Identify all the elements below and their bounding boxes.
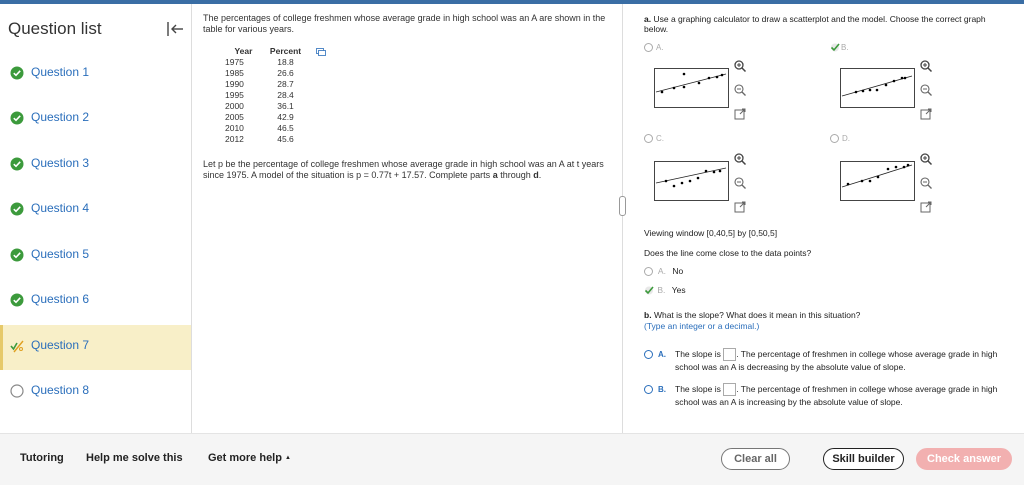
part-a-prefix: a. (644, 14, 652, 24)
unanswered-circle-icon (10, 384, 24, 398)
table-row (221, 90, 305, 101)
table-cell-year: 1995 (225, 90, 244, 100)
slope-input-a[interactable] (723, 348, 736, 361)
graph-option-a[interactable] (644, 43, 664, 52)
table-cell-percent: 28.7 (277, 79, 294, 89)
table-cell-year: 2005 (225, 112, 244, 122)
sidebar-item-label: Question 6 (31, 292, 90, 306)
sidebar-item-label: Question 7 (31, 338, 90, 352)
sidebar-header (0, 4, 192, 54)
zoom-out-icon[interactable] (733, 176, 747, 190)
slope-input-b[interactable] (723, 383, 736, 396)
expand-icon[interactable] (919, 107, 933, 121)
table-cell-percent: 45.6 (277, 134, 294, 144)
footer-bar (0, 433, 1024, 485)
table-row (221, 112, 305, 123)
sidebar-item-question-1[interactable] (0, 52, 191, 97)
zoom-in-icon[interactable] (919, 152, 933, 166)
check-complete-icon (10, 293, 24, 307)
part-b-text: What is the slope? What does it mean in this situation? (653, 310, 861, 320)
model-text-part: through (497, 170, 534, 180)
option-letter: A. (656, 43, 664, 52)
graph-option-a-plot (654, 68, 729, 108)
table-header-percent: Percent (269, 46, 302, 56)
slope-text-pre: The slope is (675, 349, 721, 359)
check-complete-icon (10, 248, 24, 262)
expand-icon[interactable] (919, 200, 933, 214)
sidebar-item-question-6[interactable] (0, 279, 191, 324)
answer-panel (644, 4, 1014, 433)
viewing-window-text: Viewing window [0,40,5] by [0,50,5] (644, 228, 778, 238)
line-close-question: Does the line come close to the data points? (644, 248, 812, 258)
sidebar-item-label: Question 4 (31, 201, 90, 215)
slope-choice-text (675, 348, 1010, 374)
radio-button[interactable] (644, 134, 653, 143)
choice-letter: B. (657, 285, 666, 295)
slope-text-pre: The slope is (675, 384, 721, 394)
partial-credit-icon (10, 339, 24, 353)
slope-text-post: . The percentage of freshmen in college whose average grade in high school was an A is decreasing by the absolute value of slope. (675, 349, 998, 373)
table-row (221, 123, 305, 134)
part-a-title (644, 14, 1004, 34)
part-b-hint: (Type an integer or a decimal.) (644, 321, 760, 331)
slope-text-post: . The percentage of freshmen in college whose average grade in high school was an A is increasing by the absolute value of slope. (675, 384, 998, 408)
part-a-text: Use a graphing calculator to draw a scatterplot and the model. Choose the correct graph below. (644, 14, 986, 34)
table-cell-percent: 46.5 (277, 123, 294, 133)
choice-letter: A. (657, 266, 666, 276)
check-complete-icon (10, 111, 24, 125)
sidebar-item-question-8[interactable] (0, 370, 191, 415)
check-answer-button[interactable]: Check answer (916, 448, 1012, 470)
table-cell-percent: 28.4 (277, 90, 294, 100)
radio-button[interactable] (644, 43, 653, 52)
sidebar-item-label: Question 3 (31, 156, 90, 170)
panel-resize-handle[interactable] (619, 196, 626, 216)
model-text-part: Let p be the percentage of college freshmen whose average grade in high school was an A at t years since 1975. A model of the situation is p = 0.77t + 17.57. Complete parts (203, 159, 604, 180)
zoom-in-icon[interactable] (733, 59, 747, 73)
zoom-in-icon[interactable] (919, 59, 933, 73)
question-model-text (203, 159, 613, 181)
question-panel (203, 4, 613, 433)
table-row (221, 57, 305, 68)
table-cell-year: 2000 (225, 101, 244, 111)
table-cell-percent: 18.8 (277, 57, 294, 67)
table-row (221, 134, 305, 145)
skill-builder-button[interactable]: Skill builder (823, 448, 904, 470)
get-more-help-label: Get more help (208, 452, 282, 464)
radio-button[interactable] (644, 350, 653, 359)
sidebar-title: Question list (8, 19, 102, 38)
expand-icon[interactable] (733, 200, 747, 214)
expand-icon[interactable] (733, 107, 747, 121)
zoom-out-icon[interactable] (919, 83, 933, 97)
zoom-out-icon[interactable] (919, 176, 933, 190)
sidebar-item-label: Question 1 (31, 65, 90, 79)
option-letter: C. (656, 134, 664, 143)
radio-button[interactable] (644, 267, 653, 276)
zoom-out-icon[interactable] (733, 83, 747, 97)
copy-table-icon[interactable] (316, 48, 326, 56)
table-row (221, 79, 305, 90)
table-cell-percent: 42.9 (277, 112, 294, 122)
collapse-sidebar-icon[interactable] (164, 18, 186, 40)
choice-label: Yes (671, 285, 686, 295)
sidebar-item-label: Question 2 (31, 110, 90, 124)
choice-letter: A. (658, 350, 666, 359)
sidebar-item-question-2[interactable] (0, 97, 191, 142)
part-b-prefix: b. (644, 310, 652, 320)
selected-check-icon (644, 286, 654, 295)
table-row (221, 68, 305, 79)
graph-option-b-plot (840, 68, 915, 108)
table-cell-percent: 26.6 (277, 68, 294, 78)
table-cell-year: 2010 (225, 123, 244, 133)
model-text-bold-a: a (492, 170, 498, 180)
tutoring-link[interactable]: Tutoring (20, 452, 64, 464)
graph-option-d[interactable] (830, 134, 850, 143)
sidebar-item-question-5[interactable] (0, 234, 191, 279)
data-table (221, 45, 305, 145)
panel-divider (622, 4, 623, 433)
table-cell-percent: 36.1 (277, 101, 294, 111)
table-cell-year: 1975 (225, 57, 244, 67)
table-cell-year: 1990 (225, 79, 244, 89)
check-complete-icon (10, 157, 24, 171)
choice-letter: B. (658, 385, 666, 394)
option-letter: D. (842, 134, 850, 143)
sidebar-item-label: Question 8 (31, 383, 90, 397)
choice-label: No (672, 266, 684, 276)
sidebar-item-label: Question 5 (31, 247, 90, 261)
get-more-help-link[interactable] (208, 452, 291, 464)
graph-option-c[interactable] (644, 134, 664, 143)
graph-option-d-plot (840, 161, 915, 201)
sidebar-item-question-3[interactable] (0, 143, 191, 188)
close-choice-yes[interactable] (644, 285, 686, 295)
slope-choice-text (675, 383, 1010, 409)
check-complete-icon (10, 202, 24, 216)
sidebar-item-question-4[interactable] (0, 188, 191, 233)
model-text-part: . (538, 170, 542, 180)
table-row (221, 101, 305, 112)
table-header-year: Year (234, 46, 253, 56)
clear-all-button[interactable]: Clear all (721, 448, 790, 470)
radio-button[interactable] (830, 134, 839, 143)
question-intro: The percentages of college freshmen whose average grade in high school was an A are shown in the table for various years. (203, 13, 606, 34)
selected-check-icon (830, 43, 840, 52)
table-cell-year: 2012 (225, 134, 244, 144)
close-choice-no[interactable] (644, 266, 683, 276)
table-cell-year: 1985 (225, 68, 244, 78)
model-text-bold-d: d (533, 170, 539, 180)
zoom-in-icon[interactable] (733, 152, 747, 166)
help-me-solve-link[interactable]: Help me solve this (86, 452, 183, 464)
part-b-title (644, 310, 860, 332)
question-list-sidebar (0, 4, 192, 433)
caret-up-icon: ▲ (285, 455, 291, 462)
check-complete-icon (10, 66, 24, 80)
option-letter: B. (841, 43, 849, 52)
graph-option-b[interactable] (830, 43, 849, 52)
graph-option-c-plot (654, 161, 729, 201)
sidebar-item-question-7[interactable] (0, 325, 191, 370)
radio-button[interactable] (644, 385, 653, 394)
